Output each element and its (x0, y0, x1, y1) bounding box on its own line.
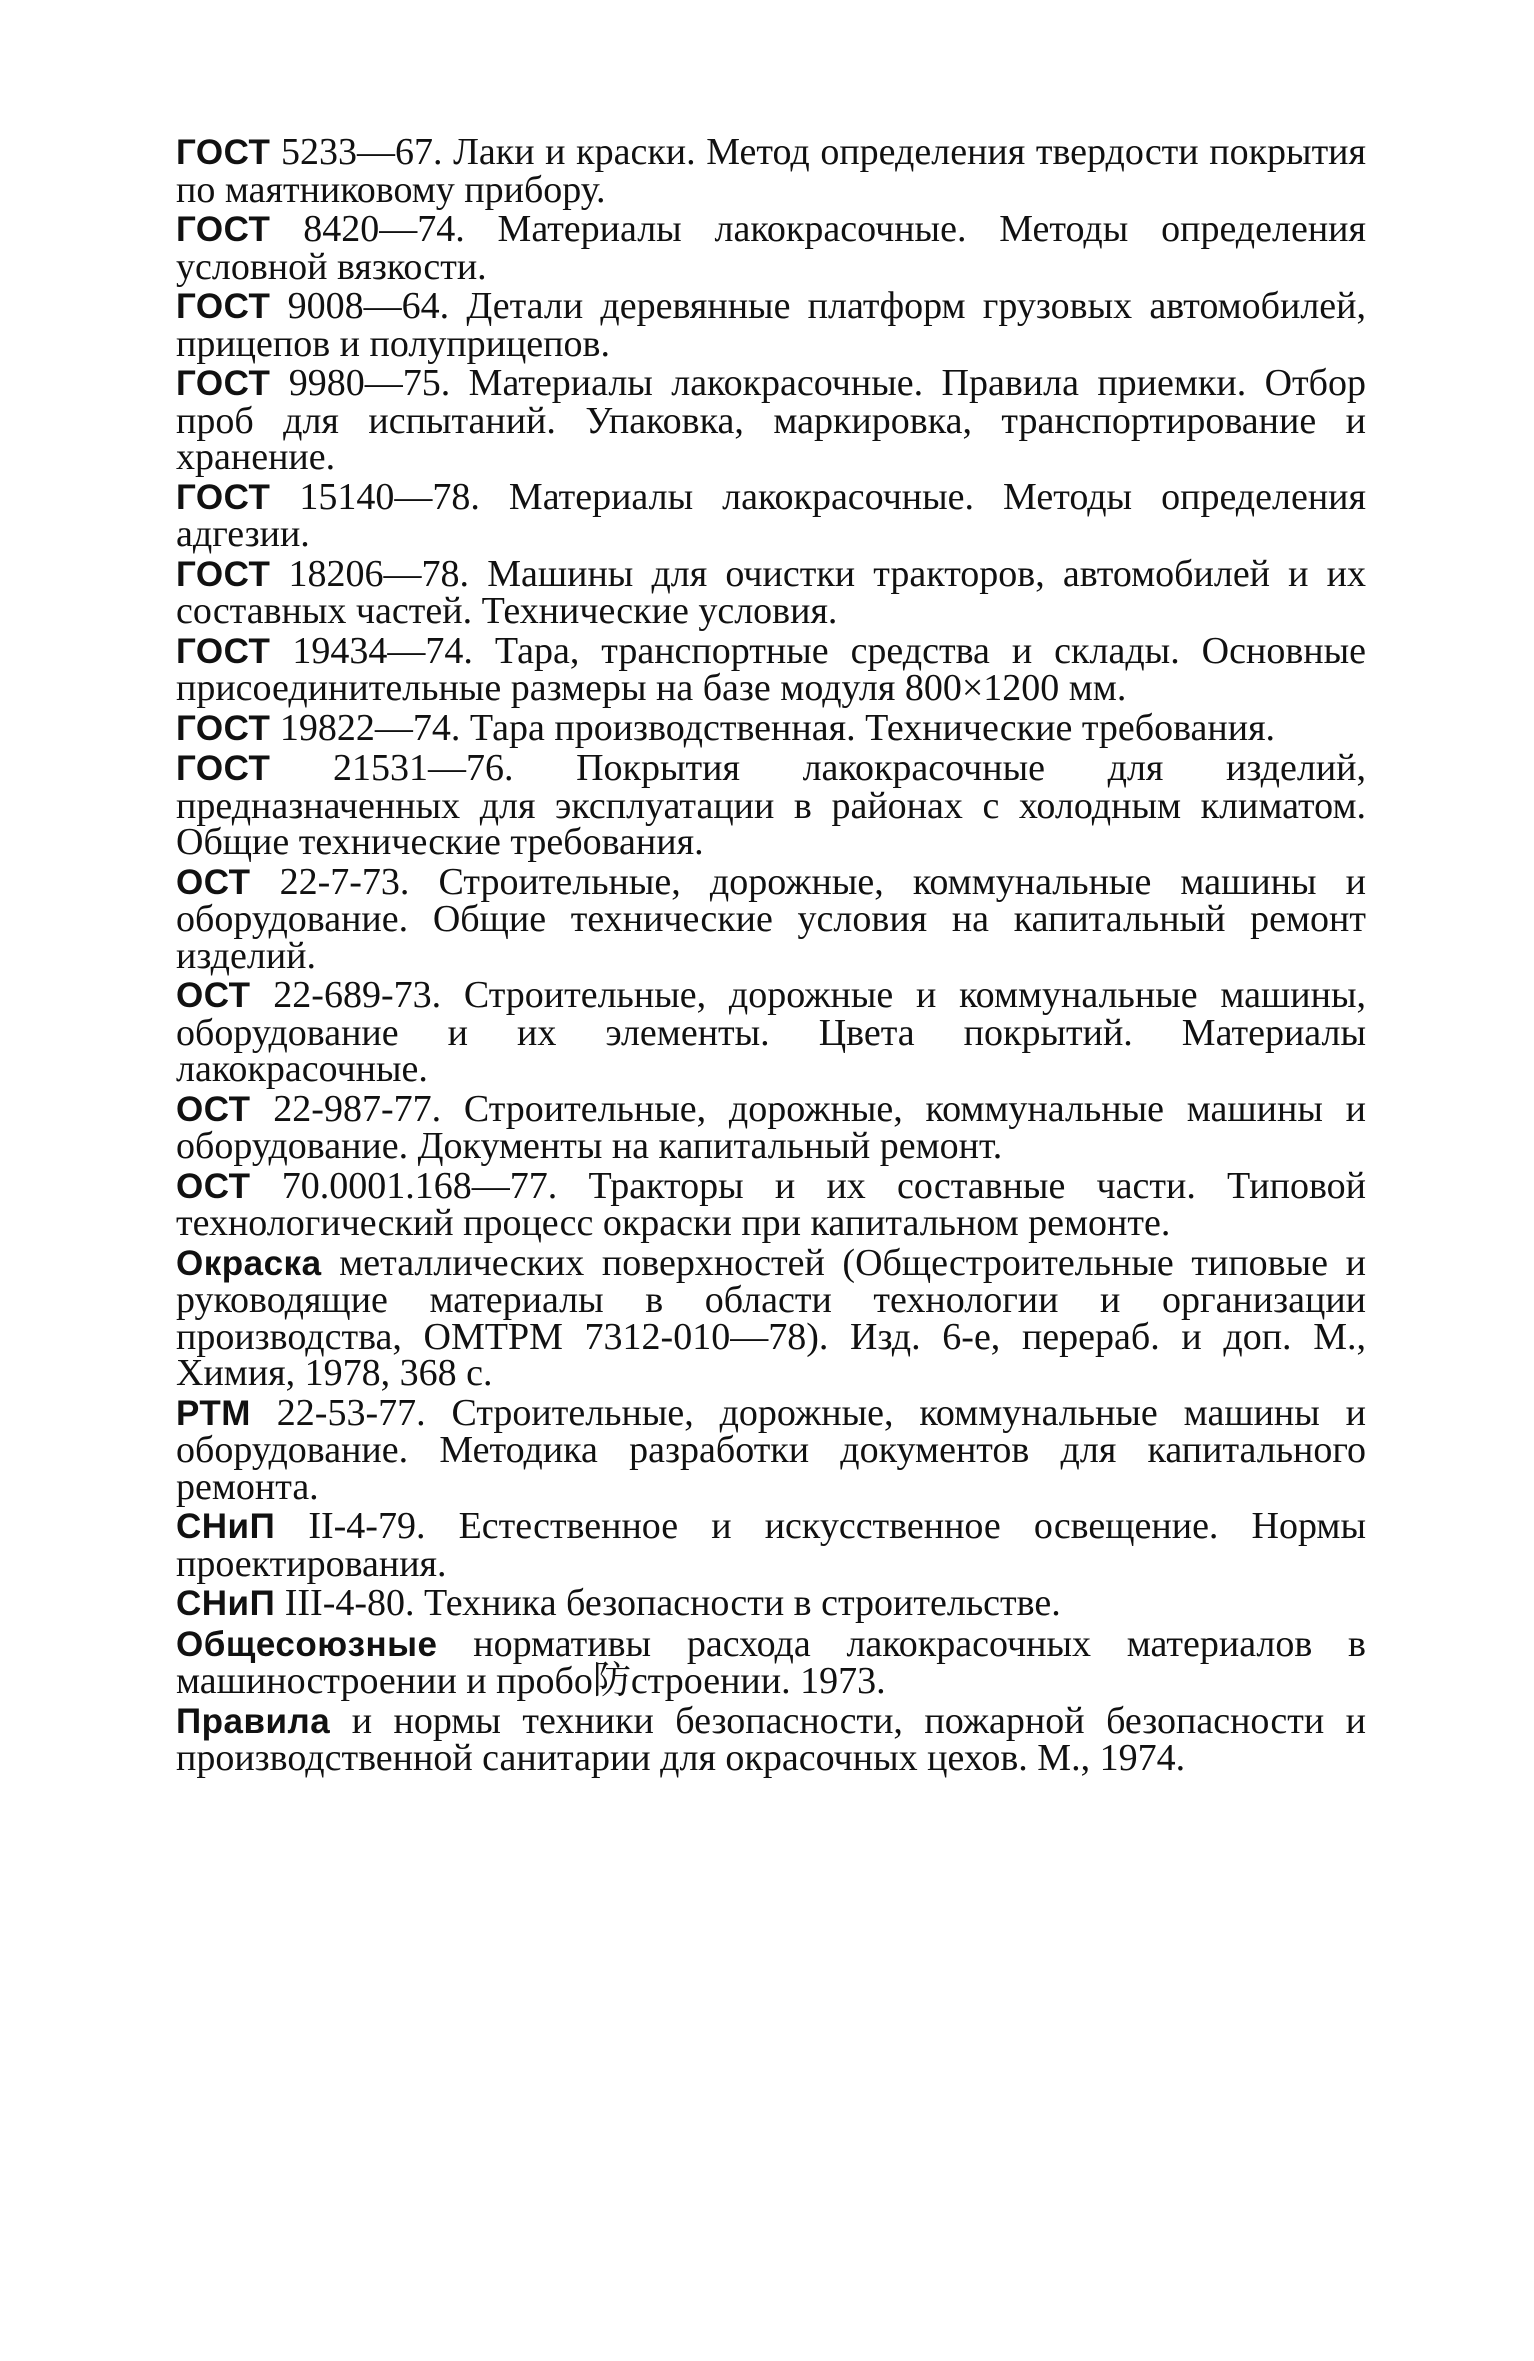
reference-key: ГОСТ (176, 133, 271, 172)
reference-entry (176, 1622, 1366, 1702)
reference-key: СНиП (176, 1507, 276, 1546)
reference-key: ГОСТ (176, 631, 271, 671)
reference-entry (176, 475, 1366, 555)
reference-text: 19822—74. Тара производственная. Технические требования. (270, 706, 1276, 749)
reference-key: СНиП (176, 1584, 276, 1623)
reference-text: 5233—67. Лаки и краски. Метод определения твердости покрытия по маятниковому прибору. (176, 131, 1366, 211)
reference-key: Окраска (176, 1243, 322, 1283)
reference-entry (176, 1391, 1366, 1508)
reference-key: ГОСТ (176, 477, 271, 517)
reference-text: 18206—78. Машины для очистки тракторов, автомобилей и их составных частей. Технические условия. (176, 552, 1366, 632)
reference-text: 9008—64. Детали деревянные платформ грузовых автомобилей, прицепов и полуприцепов. (176, 285, 1366, 365)
reference-entry (176, 552, 1366, 632)
reference-list (176, 131, 1366, 1780)
reference-entry (176, 860, 1366, 977)
reference-key: Общесоюзные (176, 1624, 438, 1664)
reference-entry (176, 362, 1366, 478)
reference-key: РТМ (176, 1393, 251, 1433)
reference-entry (176, 747, 1366, 863)
reference-key: ОСТ (176, 862, 251, 902)
reference-entry (176, 285, 1366, 365)
reference-key: ГОСТ (176, 708, 271, 748)
reference-text: 21531—76. Покрытия лакокрасочные для изделий, предназначенных для эксплуатации в районах с холодным климатом. Общие технические требования. (176, 747, 1366, 863)
reference-text: 22-987-77. Строительные, дорожные, коммунальные машины и оборудование. Документы на капитальный ремонт. (176, 1087, 1366, 1167)
reference-key: Правила (176, 1701, 331, 1741)
reference-entry (176, 706, 1366, 749)
reference-key: ОСТ (176, 1089, 251, 1129)
reference-entry (176, 974, 1366, 1090)
reference-text: металлических поверхностей (Общестроительные типовые и руководящие материалы в области технологии и организации производства, ОМТРМ 7312-010—78). Изд. 6-е, перераб. и доп. М., Химия, 1978, 368 с. (176, 1241, 1366, 1394)
reference-key: ОСТ (176, 1166, 251, 1206)
reference-text: 8420—74. Материалы лакокрасочные. Методы определения условной вязкости. (176, 208, 1366, 288)
reference-text: 22-53-77. Строительные, дорожные, коммунальные машины и оборудование. Методика разработки документов для капитального ремонта. (176, 1391, 1366, 1508)
reference-text: нормативы расхода лакокрасочных материалов в машиностроении и пробо防строении. 1973. (176, 1622, 1366, 1702)
reference-entry (176, 208, 1366, 288)
reference-entry (176, 1164, 1366, 1244)
reference-key: ГОСТ (176, 554, 271, 594)
reference-text: II-4-79. Естественное и искусственное освещение. Нормы проектирования. (176, 1505, 1366, 1585)
reference-text: 9980—75. Материалы лакокрасочные. Правила приемки. Отбор проб для испытаний. Упаковка, маркировка, транспортирование и хранение. (176, 362, 1366, 478)
reference-entry (176, 131, 1366, 211)
reference-key: ГОСТ (176, 749, 271, 788)
reference-key: ГОСТ (176, 287, 271, 326)
reference-entry (176, 1699, 1366, 1779)
reference-text: 70.0001.168—77. Тракторы и их составные части. Типовой технологический процесс окраски при капитальном ремонте. (176, 1164, 1366, 1244)
reference-key: ГОСТ (176, 364, 271, 403)
reference-key: ГОСТ (176, 210, 271, 249)
reference-text: III-4-80. Техника безопасности в строительстве. (275, 1582, 1061, 1624)
reference-text: 15140—78. Материалы лакокрасочные. Методы определения адгезии. (176, 475, 1366, 555)
reference-text: 22-689-73. Строительные, дорожные и коммунальные машины, оборудование и их элементы. Цвета покрытий. Материалы лакокрасочные. (176, 974, 1366, 1090)
reference-entry (176, 629, 1366, 709)
reference-text: 19434—74. Тара, транспортные средства и склады. Основные присоединительные размеры на базе модуля 800×1200 мм. (176, 629, 1366, 709)
reference-text: и нормы техники безопасности, пожарной безопасности и производственной санитарии для окрасочных цехов. М., 1974. (176, 1699, 1366, 1779)
reference-entry (176, 1505, 1366, 1585)
reference-key: ОСТ (176, 976, 251, 1015)
reference-text: 22-7-73. Строительные, дорожные, коммунальные машины и оборудование. Общие технические условия на капитальный ремонт изделий. (176, 860, 1366, 977)
reference-entry (176, 1241, 1366, 1394)
reference-entry (176, 1087, 1366, 1167)
reference-entry (176, 1582, 1366, 1624)
